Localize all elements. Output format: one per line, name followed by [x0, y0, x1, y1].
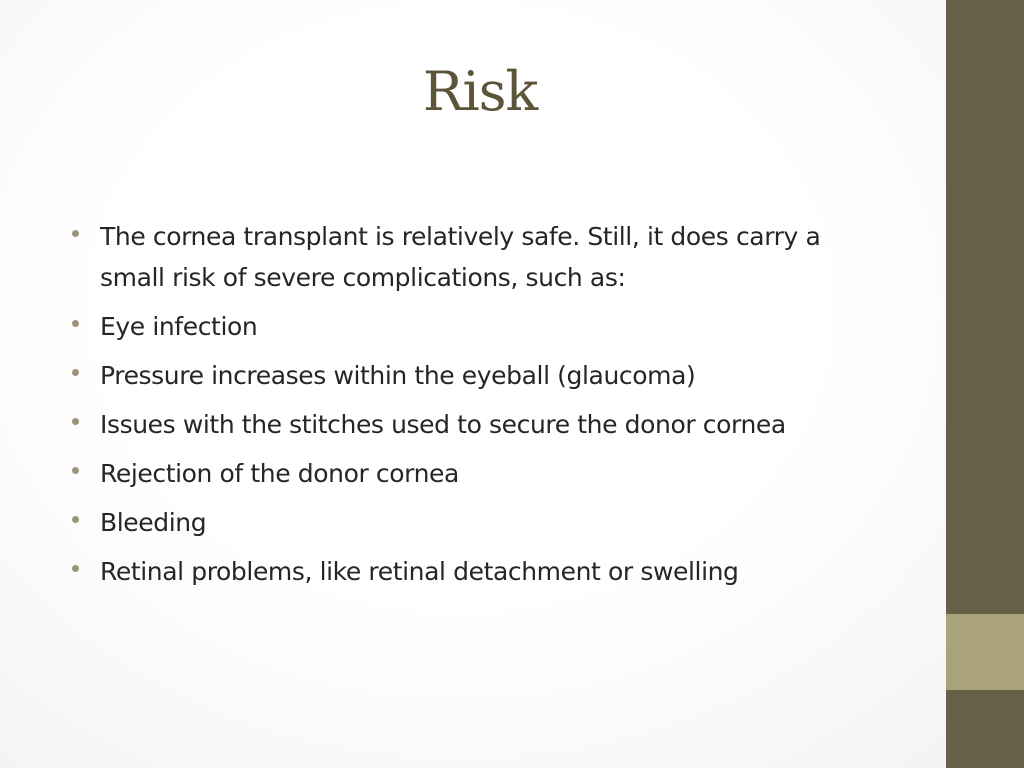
bullet-dot-icon: [72, 230, 79, 237]
bullet-dot-icon: [72, 418, 79, 425]
bullet-item: [72, 216, 892, 298]
bullet-item: [72, 502, 892, 543]
bullet-dot-icon: [72, 516, 79, 523]
bullet-text: Retinal problems, like retinal detachment or swelling: [100, 557, 739, 586]
bullet-dot-icon: [72, 320, 79, 327]
bullet-item: [72, 453, 892, 494]
slide-title: Risk: [422, 60, 538, 123]
bullet-list: [72, 216, 892, 600]
bullet-item: [72, 404, 892, 445]
bullet-text: Bleeding: [100, 508, 207, 537]
bullet-text: The cornea transplant is relatively safe. Still, it does carry a small risk of severe complications, such as:: [100, 222, 821, 292]
bullet-item: [72, 551, 892, 592]
bullet-text: Rejection of the donor cornea: [100, 459, 459, 488]
side-decor-accent: [946, 614, 1024, 690]
bullet-item: [72, 355, 892, 396]
bullet-dot-icon: [72, 565, 79, 572]
bullet-item: [72, 306, 892, 347]
bullet-text: Eye infection: [100, 312, 258, 341]
bullet-dot-icon: [72, 369, 79, 376]
bullet-text: Pressure increases within the eyeball (glaucoma): [100, 361, 696, 390]
bullet-dot-icon: [72, 467, 79, 474]
bullet-text: Issues with the stitches used to secure the donor cornea: [100, 410, 786, 439]
